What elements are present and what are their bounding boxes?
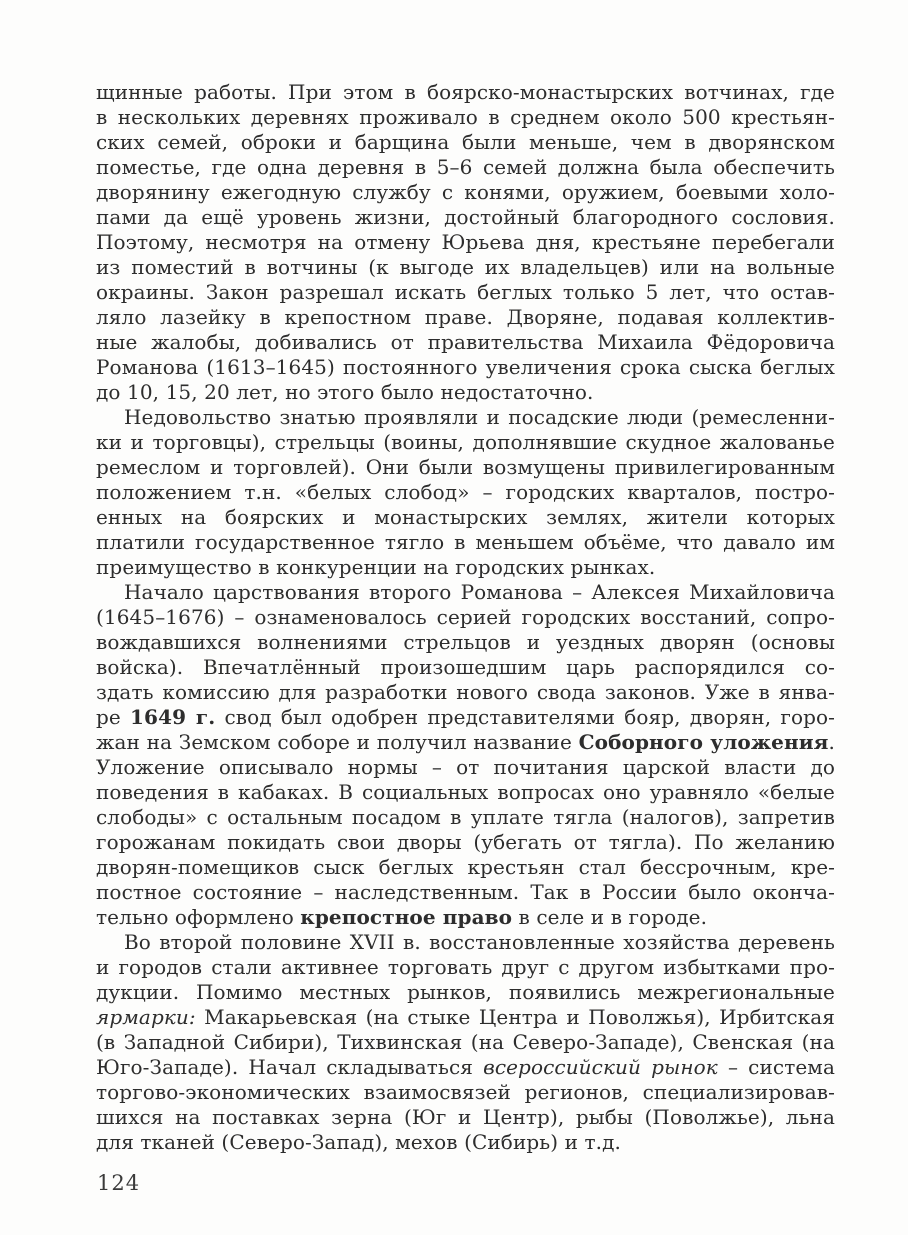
text-run: торгово-экономических взаимосвязей регионов, специализировав- [96, 1080, 835, 1104]
text-line [96, 530, 835, 555]
text-run: ки и торговцы), стрельцы (воины, дополнявшие скудное жалованье [96, 430, 835, 454]
text-run: пами да ещё уровень жизни, достойный благородного сословия. [96, 205, 835, 229]
text-line [96, 655, 835, 680]
text-run: из поместий в вотчины (к выгоде их владельцев) или на вольные [96, 255, 835, 279]
text-line [96, 330, 835, 355]
text-line [96, 980, 835, 1005]
text-line [96, 830, 835, 855]
text-run: Макарьевская (на стыке Центра и Поволжья), Ирбитская [195, 1005, 835, 1029]
text-line [96, 80, 835, 105]
text-run: в селе и в городе. [512, 905, 708, 929]
text-line [96, 105, 835, 130]
text-run: крепостное право [300, 905, 513, 929]
text-line [96, 930, 835, 955]
text-run: Во второй половине XVII в. восстановленные хозяйства деревень [124, 930, 835, 954]
text-run: енных на боярских и монастырских землях, жители которых [96, 505, 835, 529]
text-run: – система [717, 1055, 835, 1079]
text-run: окраины. Закон разрешал искать беглых только 5 лет, что остав- [96, 280, 835, 304]
text-run: 1649 г. [130, 705, 216, 729]
text-run: постное состояние – наследственным. Так в России было оконча- [96, 880, 835, 904]
text-line [96, 555, 835, 580]
text-run: ре [96, 705, 131, 729]
text-line [96, 605, 835, 630]
text-line [96, 705, 835, 730]
text-line [96, 880, 835, 905]
text-run: поведения в кабаках. В социальных вопросах оно уравняло «белые [96, 780, 835, 804]
text-line [96, 480, 835, 505]
text-line [96, 255, 835, 280]
text-line [96, 405, 835, 430]
text-line [96, 130, 835, 155]
text-run: дворянину ежегодную службу с конями, оружием, боевыми холо- [96, 180, 835, 204]
page-number: 124 [97, 1171, 141, 1195]
text-line [96, 230, 835, 255]
text-run: шихся на поставках зерна (Юг и Центр), рыбы (Поволжье), льна [96, 1105, 835, 1129]
text-line [96, 955, 835, 980]
text-run: Соборного уложения [578, 730, 829, 754]
text-line [96, 805, 835, 830]
text-run: и городов стали активнее торговать друг с другом избытками про- [96, 955, 835, 979]
text-run: ляло лазейку в крепостном праве. Дворяне, подавая коллектив- [96, 305, 835, 329]
text-run: тельно оформлено [96, 905, 301, 929]
text-line [96, 755, 835, 780]
text-line [96, 855, 835, 880]
text-run: положением т.н. «белых слобод» – городских кварталов, постро- [96, 480, 835, 504]
text-run: (в Западной Сибири), Тихвинская (на Северо-Западе), Свенская (на [96, 1030, 835, 1054]
text-line [96, 1005, 835, 1030]
text-line [96, 1080, 835, 1105]
text-run: слободы» с остальным посадом в уплате тягла (налогов), запретив [96, 805, 835, 829]
text-line [96, 630, 835, 655]
text-run: преимущество в конкуренции на городских рынках. [96, 555, 656, 579]
text-run: Поэтому, несмотря на отмену Юрьева дня, крестьяне перебегали [96, 230, 835, 254]
text-line [96, 155, 835, 180]
text-line [96, 455, 835, 480]
body-text [96, 80, 835, 1155]
text-run: дукции. Помимо местных рынков, появились межрегиональные [96, 980, 835, 1004]
text-run: свод был одобрен представителями бояр, дворян, горо- [215, 705, 835, 729]
text-line [96, 1105, 835, 1130]
text-run: Начало царствования второго Романова – Алексея Михайловича [124, 580, 835, 604]
text-line [96, 780, 835, 805]
text-run: дворян-помещиков сыск беглых крестьян стал бессрочным, кре- [96, 855, 835, 879]
text-line [96, 580, 835, 605]
text-line [96, 505, 835, 530]
text-line [96, 355, 835, 380]
text-run: для тканей (Северо-Запад), мехов (Сибирь) и т.д. [96, 1130, 622, 1154]
text-run: щинные работы. При этом в боярско-монастырских вотчинах, где [96, 80, 835, 104]
text-line [96, 180, 835, 205]
text-run: в нескольких деревнях проживало в среднем около 500 крестьян- [96, 105, 835, 129]
text-run: Юго-Западе). Начал складываться [96, 1055, 484, 1079]
text-line [96, 1030, 835, 1055]
text-run: ные жалобы, добивались от правительства Михаила Фёдоровича [96, 330, 835, 354]
text-line [96, 430, 835, 455]
text-run: вождавшихся волнениями стрельцов и уездных дворян (основы [96, 630, 835, 654]
text-line [96, 380, 835, 405]
text-run: ремеслом и торговлей). Они были возмущены привилегированным [96, 455, 835, 479]
text-run: поместье, где одна деревня в 5–6 семей должна была обеспечить [96, 155, 835, 179]
text-run: горожанам покидать свои дворы (убегать от тягла). По желанию [96, 830, 835, 854]
text-line [96, 280, 835, 305]
text-run: ских семей, оброки и барщина были меньше, чем в дворянском [96, 130, 835, 154]
text-run: здать комиссию для разработки нового свода законов. Уже в янва- [96, 680, 835, 704]
text-run: Уложение описывало нормы – от почитания царской власти до [96, 755, 835, 779]
text-line [96, 730, 835, 755]
text-line [96, 1130, 835, 1155]
text-run: до 10, 15, 20 лет, но этого было недостаточно. [96, 380, 594, 404]
text-run: жан на Земском соборе и получил название [96, 730, 579, 754]
text-run: (1645–1676) – ознаменовалось серией городских восстаний, сопро- [96, 605, 835, 629]
text-line [96, 680, 835, 705]
text-line [96, 905, 835, 930]
text-run: войска). Впечатлённый произошедшим царь распорядился со- [96, 655, 835, 679]
text-line [96, 205, 835, 230]
text-run: Романова (1613–1645) постоянного увеличения срока сыска беглых [96, 355, 835, 379]
text-run: всероссийский рынок [483, 1055, 718, 1079]
text-run: . [828, 730, 835, 754]
text-line [96, 1055, 835, 1080]
text-line [96, 305, 835, 330]
text-run: платили государственное тягло в меньшем объёме, что давало им [96, 530, 835, 554]
text-run: ярмарки: [96, 1005, 196, 1029]
text-run: Недовольство знатью проявляли и посадские люди (ремесленни- [124, 405, 835, 429]
